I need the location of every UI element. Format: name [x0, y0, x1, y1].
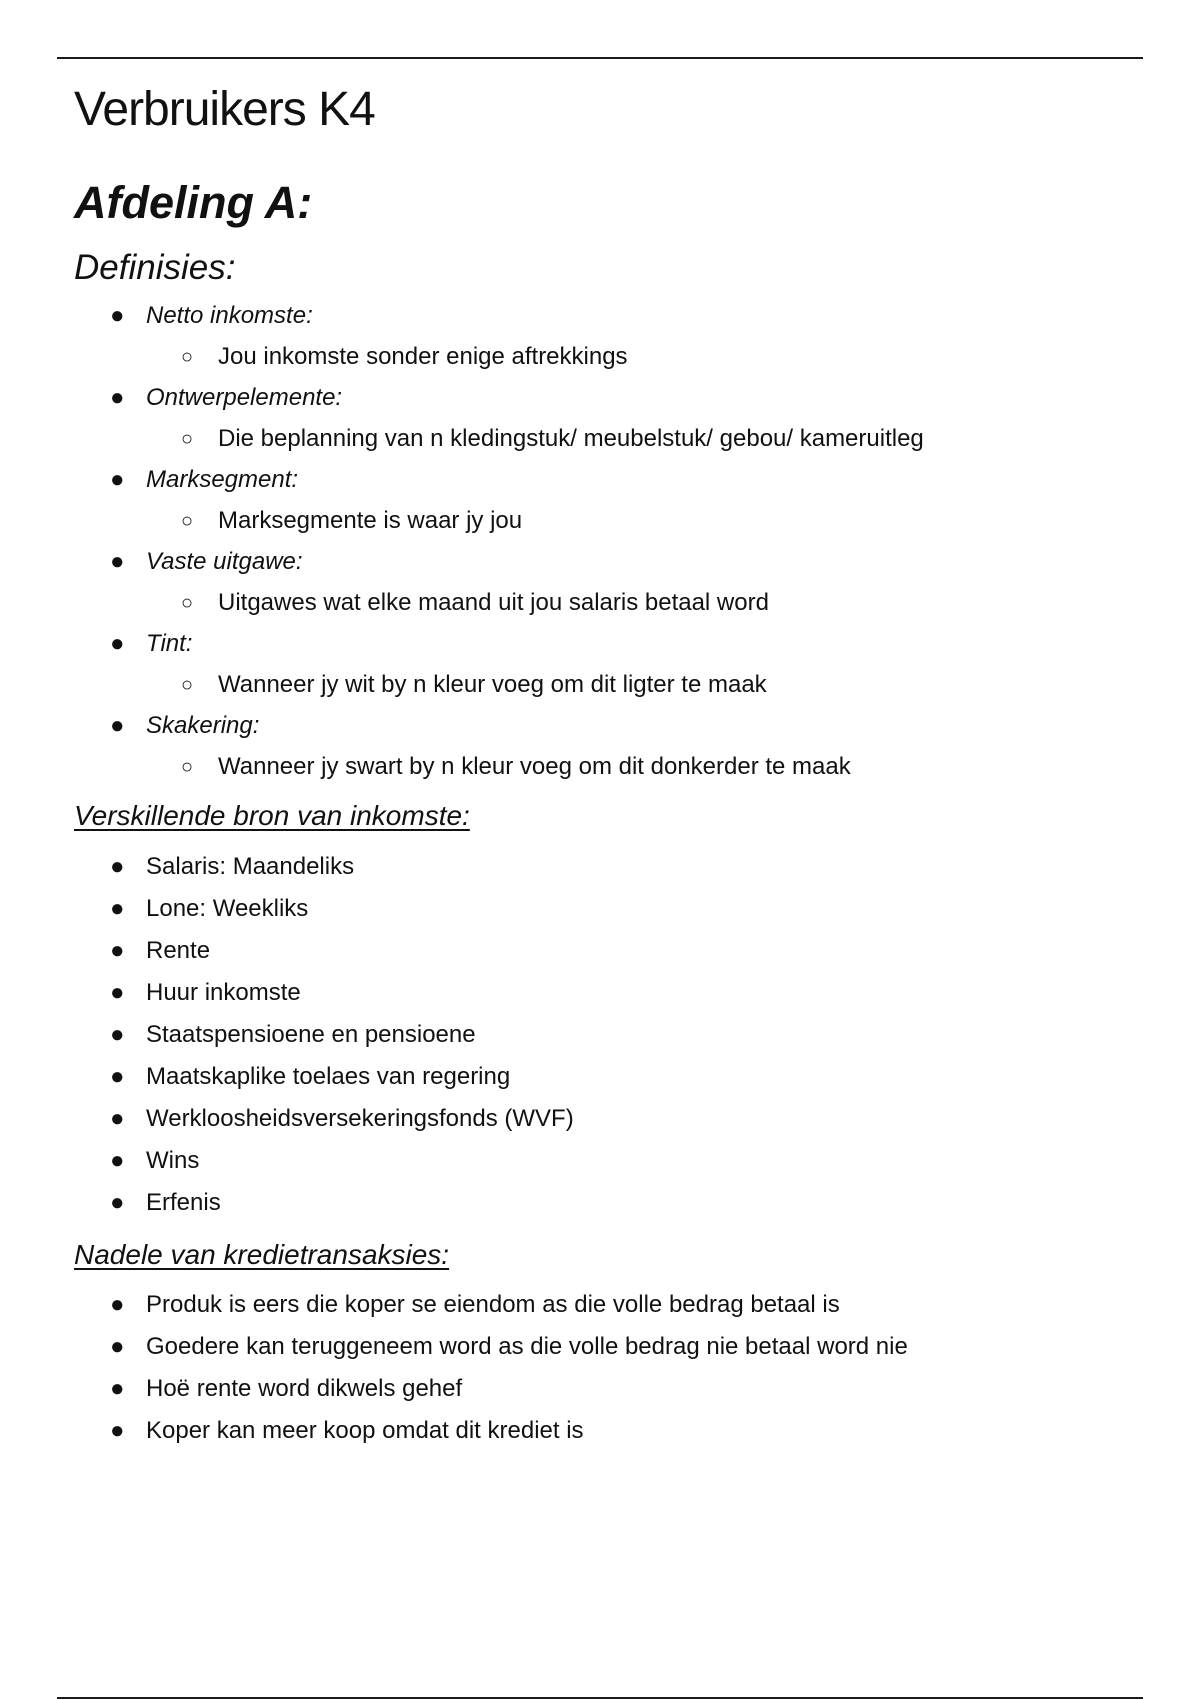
list-item-text: Lone: Weekliks: [146, 895, 309, 922]
bullet-icon: ●: [110, 302, 125, 329]
bullet-icon: ●: [110, 853, 125, 880]
definition-term: Marksegment:: [146, 466, 299, 493]
bullet-icon: ●: [110, 1333, 125, 1360]
list-item: [74, 1140, 1134, 1182]
bullet-icon: ●: [110, 712, 125, 739]
definition-detail-text: Wanneer jy wit by n kleur voeg om dit ligter te maak: [218, 671, 767, 698]
list-item: [74, 1014, 1134, 1056]
list-item-text: Wins: [146, 1147, 200, 1174]
bullet-icon: ●: [110, 1147, 125, 1174]
bullet-icon: ●: [110, 1105, 125, 1132]
circle-bullet-icon: ○: [181, 428, 194, 450]
bullet-icon: ●: [110, 1417, 125, 1444]
list-item-text: Erfenis: [146, 1189, 221, 1216]
definition-term: Netto inkomste:: [146, 302, 313, 329]
definition-detail: [74, 336, 1134, 377]
definition-detail: [74, 746, 1134, 787]
list-item-text: Goedere kan teruggeneem word as die volle bedrag nie betaal word nie: [146, 1333, 908, 1360]
list-item: [74, 1410, 1134, 1452]
definition-item: [74, 459, 1134, 541]
list-item: [74, 1326, 1134, 1368]
definition-item: [74, 623, 1134, 705]
list-item: [74, 930, 1134, 972]
bullet-icon: ●: [110, 1189, 125, 1216]
definition-item: [74, 295, 1134, 377]
income-sources-list: [74, 846, 1134, 1224]
list-item: [74, 1368, 1134, 1410]
document-body: [74, 80, 1134, 1452]
definition-detail-text: Wanneer jy swart by n kleur voeg om dit donkerder te maak: [218, 753, 851, 780]
definition-detail: [74, 500, 1134, 541]
definition-detail-text: Uitgawes wat elke maand uit jou salaris betaal word: [218, 589, 769, 616]
bullet-icon: ●: [110, 1291, 125, 1318]
circle-bullet-icon: ○: [181, 674, 194, 696]
document-title: Verbruikers K4: [74, 83, 375, 136]
bottom-rule: [57, 1697, 1143, 1699]
credit-disadvantages-heading: Nadele van kredietransaksies:: [74, 1239, 450, 1270]
section-title: Afdeling A:: [74, 177, 313, 228]
top-rule: [57, 57, 1143, 59]
list-item: [74, 972, 1134, 1014]
definition-term: Tint:: [146, 630, 193, 657]
bullet-icon: ●: [110, 1063, 125, 1090]
bullet-icon: ●: [110, 466, 125, 493]
list-item-text: Maatskaplike toelaes van regering: [146, 1063, 511, 1090]
definition-detail-text: Jou inkomste sonder enige aftrekkings: [218, 343, 628, 370]
definition-detail: [74, 664, 1134, 705]
list-item-text: Werkloosheidsversekeringsfonds (WVF): [146, 1105, 574, 1132]
list-item-text: Salaris: Maandeliks: [146, 853, 355, 880]
definition-item: [74, 377, 1134, 459]
bullet-icon: ●: [110, 630, 125, 657]
list-item-text: Hoë rente word dikwels gehef: [146, 1375, 463, 1402]
definition-term: Skakering:: [146, 712, 260, 739]
list-item-text: Rente: [146, 937, 211, 964]
bullet-icon: ●: [110, 384, 125, 411]
definition-term: Ontwerpelemente:: [146, 384, 343, 411]
definition-detail-text: Die beplanning van n kledingstuk/ meubelstuk/ gebou/ kameruitleg: [218, 425, 924, 452]
list-item-text: Produk is eers die koper se eiendom as die volle bedrag betaal is: [146, 1291, 840, 1318]
list-item: [74, 1284, 1134, 1326]
income-sources-heading: Verskillende bron van inkomste:: [74, 800, 470, 831]
list-item: [74, 1098, 1134, 1140]
bullet-icon: ●: [110, 937, 125, 964]
list-item-text: Huur inkomste: [146, 979, 301, 1006]
list-item: [74, 1182, 1134, 1224]
definition-term: Vaste uitgawe:: [146, 548, 303, 575]
circle-bullet-icon: ○: [181, 346, 194, 368]
list-item-text: Koper kan meer koop omdat dit krediet is: [146, 1417, 584, 1444]
bullet-icon: ●: [110, 979, 125, 1006]
circle-bullet-icon: ○: [181, 592, 194, 614]
circle-bullet-icon: ○: [181, 510, 194, 532]
definitions-heading: Definisies:: [74, 248, 236, 287]
bullet-icon: ●: [110, 548, 125, 575]
list-item: [74, 846, 1134, 888]
definition-detail-text: Marksegmente is waar jy jou: [218, 507, 523, 534]
bullet-icon: ●: [110, 895, 125, 922]
definition-item: [74, 705, 1134, 787]
list-item-text: Staatspensioene en pensioene: [146, 1021, 476, 1048]
bullet-icon: ●: [110, 1021, 125, 1048]
definition-detail: [74, 418, 1134, 459]
definitions-list: [74, 295, 1134, 787]
circle-bullet-icon: ○: [181, 756, 194, 778]
list-item: [74, 1056, 1134, 1098]
definition-detail: [74, 582, 1134, 623]
definition-item: [74, 541, 1134, 623]
bullet-icon: ●: [110, 1375, 125, 1402]
credit-disadvantages-list: [74, 1284, 1134, 1452]
list-item: [74, 888, 1134, 930]
